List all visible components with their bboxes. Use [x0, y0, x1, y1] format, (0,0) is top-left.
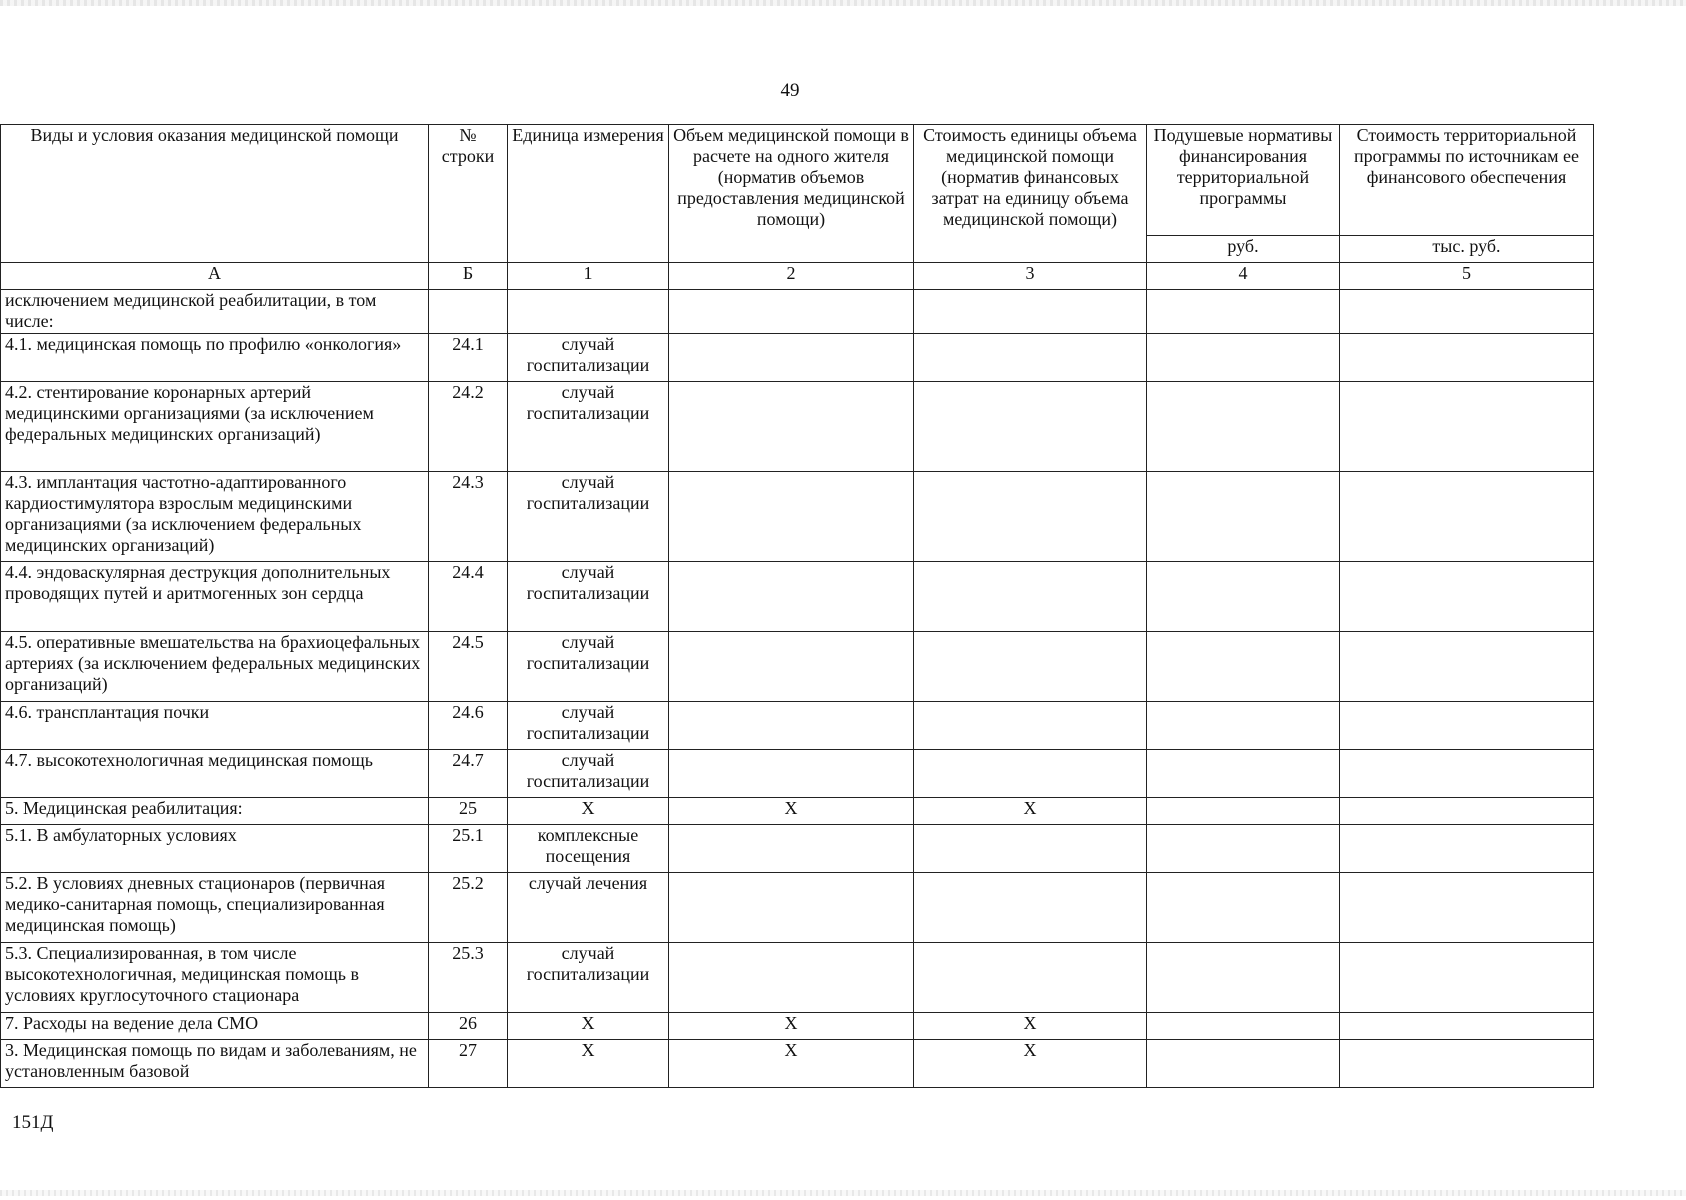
page-number: 49	[780, 80, 800, 101]
row-col-5	[1340, 873, 1594, 943]
row-col-5	[1340, 290, 1594, 334]
header-unit-4: руб.	[1147, 236, 1340, 263]
row-col-2	[669, 943, 914, 1013]
row-number: 26	[429, 1013, 508, 1040]
row-col-4	[1147, 943, 1340, 1013]
row-number: 24.6	[429, 702, 508, 750]
row-col-3	[914, 873, 1147, 943]
row-col-5	[1340, 798, 1594, 825]
row-col-2: Х	[669, 798, 914, 825]
row-col-4	[1147, 750, 1340, 798]
header-unit-5: тыс. руб.	[1340, 236, 1594, 263]
row-col-5	[1340, 1040, 1594, 1088]
row-name: 7. Расходы на ведение дела СМО	[1, 1013, 429, 1040]
row-number: 25	[429, 798, 508, 825]
row-number	[429, 290, 508, 334]
row-col-2	[669, 873, 914, 943]
row-name: 4.7. высокотехнологичная медицинская помощь	[1, 750, 429, 798]
row-number: 25.1	[429, 825, 508, 873]
row-col-4	[1147, 873, 1340, 943]
row-col-2	[669, 382, 914, 472]
row-unit: случай госпитализации	[508, 334, 669, 382]
row-col-5	[1340, 825, 1594, 873]
table-row	[1, 943, 1594, 1013]
row-col-2	[669, 472, 914, 562]
row-col-3	[914, 943, 1147, 1013]
row-unit: случай госпитализации	[508, 472, 669, 562]
table-row	[1, 702, 1594, 750]
row-name: 4.5. оперативные вмешательства на брахиоцефальных артериях (за исключением федеральных медицинских организаций)	[1, 632, 429, 702]
row-col-3	[914, 290, 1147, 334]
row-name: 4.2. стентирование коронарных артерий медицинскими организациями (за исключением федеральных медицинских организаций)	[1, 382, 429, 472]
row-col-2: Х	[669, 1013, 914, 1040]
row-col-5	[1340, 750, 1594, 798]
index-cell: 5	[1340, 263, 1594, 290]
row-unit: случай госпитализации	[508, 632, 669, 702]
row-name: исключением медицинской реабилитации, в том числе:	[1, 290, 429, 334]
row-unit	[508, 290, 669, 334]
table-row	[1, 1013, 1594, 1040]
row-col-4	[1147, 334, 1340, 382]
table-row	[1, 472, 1594, 562]
row-col-3	[914, 632, 1147, 702]
row-col-4	[1147, 702, 1340, 750]
row-col-3: Х	[914, 1013, 1147, 1040]
table-row	[1, 750, 1594, 798]
row-col-5	[1340, 472, 1594, 562]
row-number: 24.4	[429, 562, 508, 632]
row-col-3: Х	[914, 1040, 1147, 1088]
row-name: 5.2. В условиях дневных стационаров (первичная медико-санитарная помощь, специализированная медицинская помощь)	[1, 873, 429, 943]
row-col-3	[914, 472, 1147, 562]
row-number: 24.2	[429, 382, 508, 472]
row-col-5	[1340, 1013, 1594, 1040]
row-col-2	[669, 334, 914, 382]
row-col-5	[1340, 943, 1594, 1013]
row-col-5	[1340, 382, 1594, 472]
footer-document-code: 151Д	[12, 1112, 54, 1133]
table-row	[1, 632, 1594, 702]
row-col-4	[1147, 382, 1340, 472]
row-unit: Х	[508, 1013, 669, 1040]
row-number: 24.1	[429, 334, 508, 382]
row-number: 24.7	[429, 750, 508, 798]
row-col-4	[1147, 562, 1340, 632]
header-col-4: Подушевые нормативы финансирования территориальной программы	[1147, 125, 1340, 236]
table-row	[1, 825, 1594, 873]
row-number: 27	[429, 1040, 508, 1088]
row-unit: случай госпитализации	[508, 702, 669, 750]
row-col-3	[914, 382, 1147, 472]
row-col-4	[1147, 1040, 1340, 1088]
row-col-3	[914, 825, 1147, 873]
table-row	[1, 334, 1594, 382]
row-col-4	[1147, 472, 1340, 562]
row-unit: случай госпитализации	[508, 943, 669, 1013]
table-row	[1, 1040, 1594, 1088]
row-col-3	[914, 562, 1147, 632]
row-col-2	[669, 290, 914, 334]
row-unit: Х	[508, 1040, 669, 1088]
header-col-b: № строки	[429, 125, 508, 263]
data-table	[0, 124, 1594, 1088]
table-row	[1, 873, 1594, 943]
row-name: 4.3. имплантация частотно-адаптированного кардиостимулятора взрослым медицинскими организациями (за исключением федеральных медицинских организаций)	[1, 472, 429, 562]
row-unit: случай лечения	[508, 873, 669, 943]
row-col-4	[1147, 798, 1340, 825]
row-name: 4.1. медицинская помощь по профилю «онкология»	[1, 334, 429, 382]
table-row	[1, 562, 1594, 632]
index-cell: 2	[669, 263, 914, 290]
header-col-1: Единица измерения	[508, 125, 669, 263]
row-col-3	[914, 750, 1147, 798]
row-col-5	[1340, 562, 1594, 632]
row-unit: случай госпитализации	[508, 750, 669, 798]
header-col-2: Объем медицинской помощи в расчете на одного жителя (норматив объемов предоставления медицинской помощи)	[669, 125, 914, 263]
row-unit: случай госпитализации	[508, 562, 669, 632]
row-col-2	[669, 562, 914, 632]
index-cell: 1	[508, 263, 669, 290]
header-col-5: Стоимость территориальной программы по источникам ее финансового обеспечения	[1340, 125, 1594, 236]
row-col-2	[669, 632, 914, 702]
row-col-5	[1340, 632, 1594, 702]
row-col-2	[669, 702, 914, 750]
row-col-3: Х	[914, 798, 1147, 825]
row-col-4	[1147, 1013, 1340, 1040]
row-number: 25.2	[429, 873, 508, 943]
header-col-3: Стоимость единицы объема медицинской помощи (норматив финансовых затрат на единицу объема медицинской помощи)	[914, 125, 1147, 263]
row-name: 5.1. В амбулаторных условиях	[1, 825, 429, 873]
scan-edge-bottom	[0, 1190, 1686, 1196]
row-col-3	[914, 334, 1147, 382]
header-col-a: Виды и условия оказания медицинской помощи	[1, 125, 429, 263]
index-cell: А	[1, 263, 429, 290]
row-number: 24.5	[429, 632, 508, 702]
index-cell: 3	[914, 263, 1147, 290]
row-col-5	[1340, 702, 1594, 750]
row-unit: Х	[508, 798, 669, 825]
row-unit: комплексные посещения	[508, 825, 669, 873]
row-name: 4.6. трансплантация почки	[1, 702, 429, 750]
row-col-2: Х	[669, 1040, 914, 1088]
table-row	[1, 290, 1594, 334]
table-row	[1, 798, 1594, 825]
table-row	[1, 382, 1594, 472]
row-col-2	[669, 825, 914, 873]
index-cell: Б	[429, 263, 508, 290]
row-col-2	[669, 750, 914, 798]
index-row	[1, 263, 1594, 290]
row-col-3	[914, 702, 1147, 750]
row-name: 5.3. Специализированная, в том числе высокотехнологичная, медицинская помощь в условиях круглосуточного стационара	[1, 943, 429, 1013]
row-col-4	[1147, 290, 1340, 334]
row-col-4	[1147, 825, 1340, 873]
row-number: 25.3	[429, 943, 508, 1013]
row-name: 3. Медицинская помощь по видам и заболеваниям, не установленным базовой	[1, 1040, 429, 1088]
index-cell: 4	[1147, 263, 1340, 290]
scan-edge-top	[0, 0, 1686, 6]
row-name: 4.4. эндоваскулярная деструкция дополнительных проводящих путей и аритмогенных зон сердца	[1, 562, 429, 632]
row-number: 24.3	[429, 472, 508, 562]
row-unit: случай госпитализации	[508, 382, 669, 472]
row-col-5	[1340, 334, 1594, 382]
row-col-4	[1147, 632, 1340, 702]
row-name: 5. Медицинская реабилитация:	[1, 798, 429, 825]
